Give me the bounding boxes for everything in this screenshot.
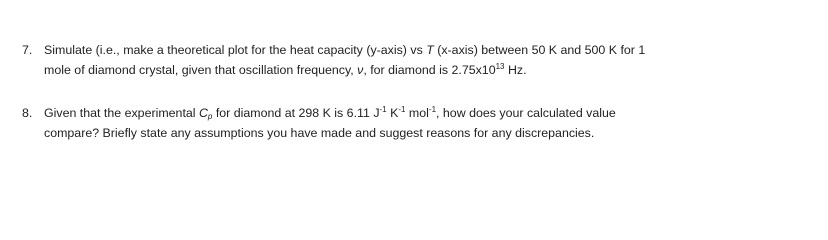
question-text: , how does your calculated value xyxy=(436,106,616,120)
question-text: for diamond at 298 K is 6.11 J xyxy=(212,106,380,120)
heat-capacity-symbol: C xyxy=(198,106,208,120)
question-text: K xyxy=(386,106,399,120)
question-8-line-2: compare? Briefly state any assumptions you have made and suggest reasons for any discrepancies. xyxy=(44,126,595,140)
exponent: -1 xyxy=(428,105,437,114)
question-text: Hz. xyxy=(504,63,527,77)
question-text: (x-axis) between 50 K and 500 K for 1 xyxy=(433,43,646,57)
question-8 xyxy=(22,103,822,143)
question-number: 7. xyxy=(22,43,33,57)
exponent: -1 xyxy=(379,105,387,114)
question-text: mol xyxy=(405,106,429,120)
exponent: 13 xyxy=(495,62,505,71)
pressure-subscript: p xyxy=(207,112,213,121)
question-text: Simulate (i.e., make a theoretical plot for the heat capacity (y-axis) vs xyxy=(44,43,427,57)
question-8-line-1 xyxy=(44,103,822,123)
question-list xyxy=(22,40,822,143)
exponent: -1 xyxy=(398,105,406,114)
temperature-symbol: T xyxy=(426,43,434,57)
question-number: 8. xyxy=(22,106,33,120)
question-7-line-2 xyxy=(44,60,822,80)
question-text: , for diamond is 2.75x10 xyxy=(363,63,496,77)
question-text: Given that the experimental xyxy=(44,106,199,120)
question-7 xyxy=(22,40,822,80)
question-text: mole of diamond crystal, given that oscillation frequency, xyxy=(44,63,358,77)
question-7-line-1 xyxy=(44,40,822,60)
frequency-symbol: ν xyxy=(357,63,364,77)
